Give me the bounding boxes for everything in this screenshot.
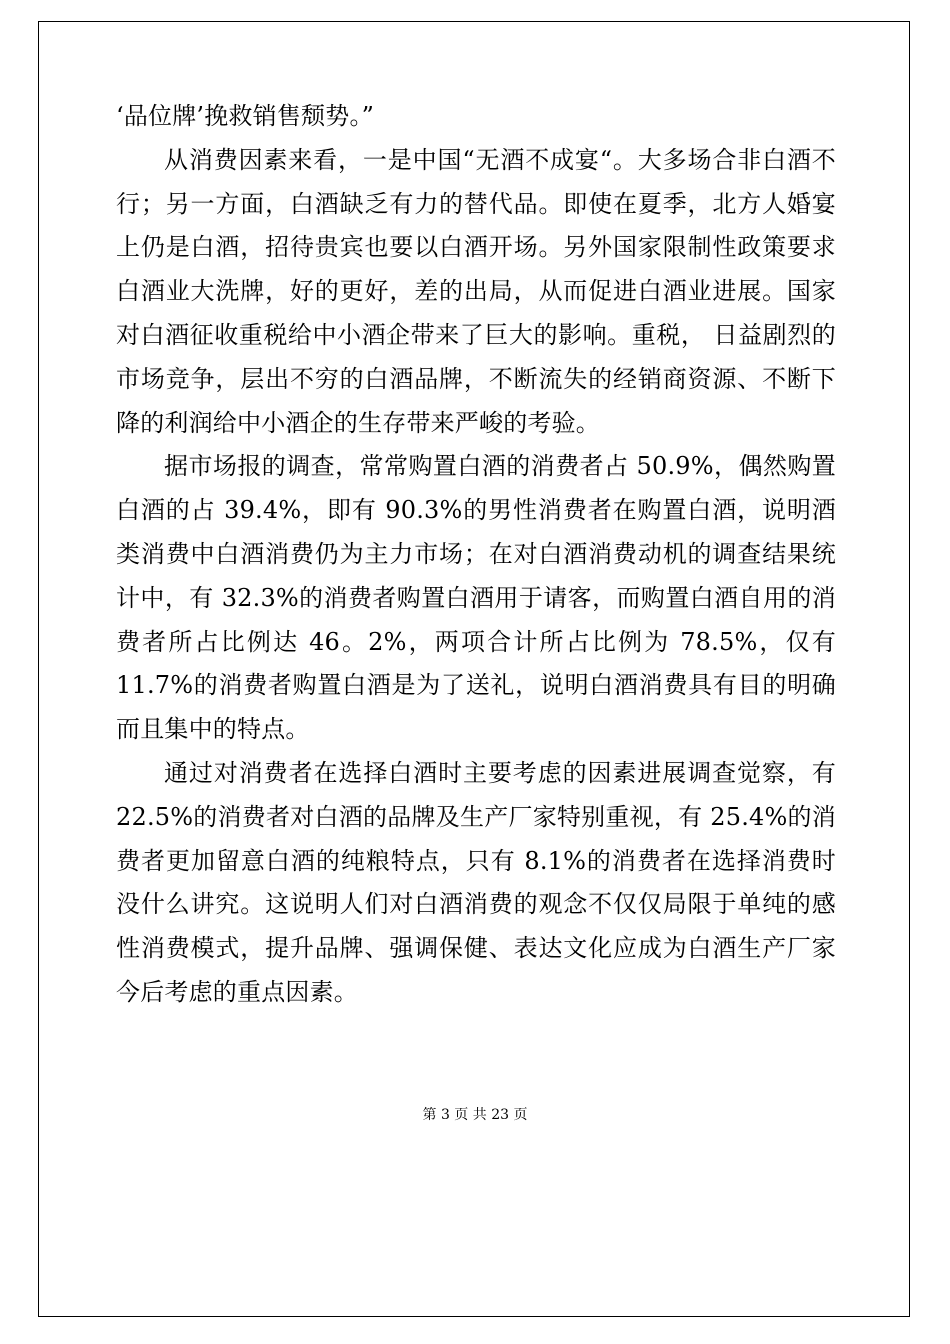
paragraph-market-survey: 据市场报的调查，常常购置白酒的消费者占 50.9%，偶然购置白酒的占 39.4%，即有 90.3%的男性消费者在购置白酒，说明酒类消费中白酒消费仍为主力市场；在对白酒消费动机的调查结果统计中，有 32.3%的消费者购置白酒用于请客，而购置白酒自用的消费者所占比例达 46。2%，两项合计所占比例为 78.5%，仅有 11.7%的消费者购置白酒是为了送礼，说明白酒消费具有目的明确 而且集中的特点。 — [116, 452, 836, 744]
page-number: 第 3 页 共 23 页 — [422, 1107, 528, 1123]
paragraph-consumption-factors: 从消费因素来看，一是中国“无酒不成宴“。大多场合非白酒不行；另一方面，白酒缺乏有力的替代品。即使在夏季，北方人婚宴上仍是白酒，招待贵宾也要以白酒开场。另外国家限制性政策要求白酒业大洗牌，好的更好，差的出局，从而促进白酒业进展。国家对白酒征收重税给中小酒企带来了巨大的影响。重税， 日益剧烈的市场竞争，层出不穷的白酒品牌，不断流失的经销商资源、不断下降的利润给中小酒企的生存带来严峻的考验。 — [116, 145, 836, 437]
document-body — [116, 95, 836, 1015]
paragraph-selection-factors: 通过对消费者在选择白酒时主要考虑的因素进展调查觉察，有 22.5%的消费者对白酒的品牌及生产厂家特别重视，有 25.4%的消费者更加留意白酒的纯粮特点，只有 8.1%的消费者在选择消费时没什么讲究。这说明人们对白酒消费的观念不仅仅局限于单纯的感性消费模式，提升品牌、强调保健、表达文化应成为白酒生产厂家今后考虑的重点因素。 — [116, 758, 836, 1006]
paragraph-continuation: ‘品位牌’挽救销售颓势。” — [116, 102, 375, 130]
